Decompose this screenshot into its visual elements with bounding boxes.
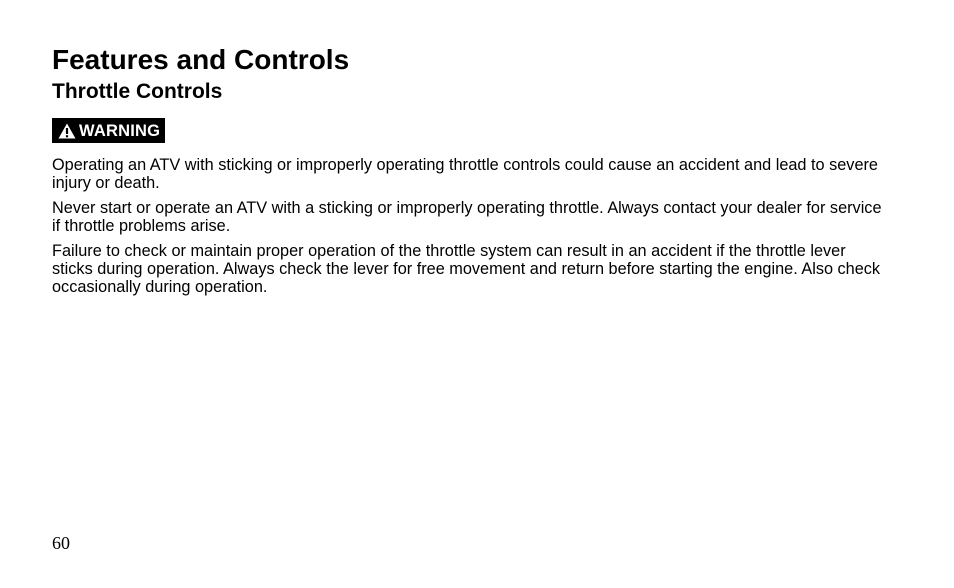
page-title: Features and Controls — [52, 44, 350, 75]
warning-paragraph-3: Failure to check or maintain proper operation of the throttle system can result in an accident if the throttle lever sticks during operation. Always check the lever for free movement and return before starting the engine. Also check occasionally during operation. — [52, 242, 881, 296]
warning-paragraph-1: Operating an ATV with sticking or improperly operating throttle controls could cause an accident and lead to severe injury or death. — [52, 156, 878, 192]
section-title: Throttle Controls — [52, 80, 223, 103]
warning-paragraph-2: Never start or operate an ATV with a sticking or improperly operating throttle. Always contact your dealer for service if throttle problems arise. — [52, 199, 882, 235]
page-number: 60 — [52, 533, 70, 553]
warning-triangle-icon — [58, 123, 76, 139]
warning-badge — [52, 118, 165, 143]
warning-label: WARNING — [79, 121, 161, 140]
